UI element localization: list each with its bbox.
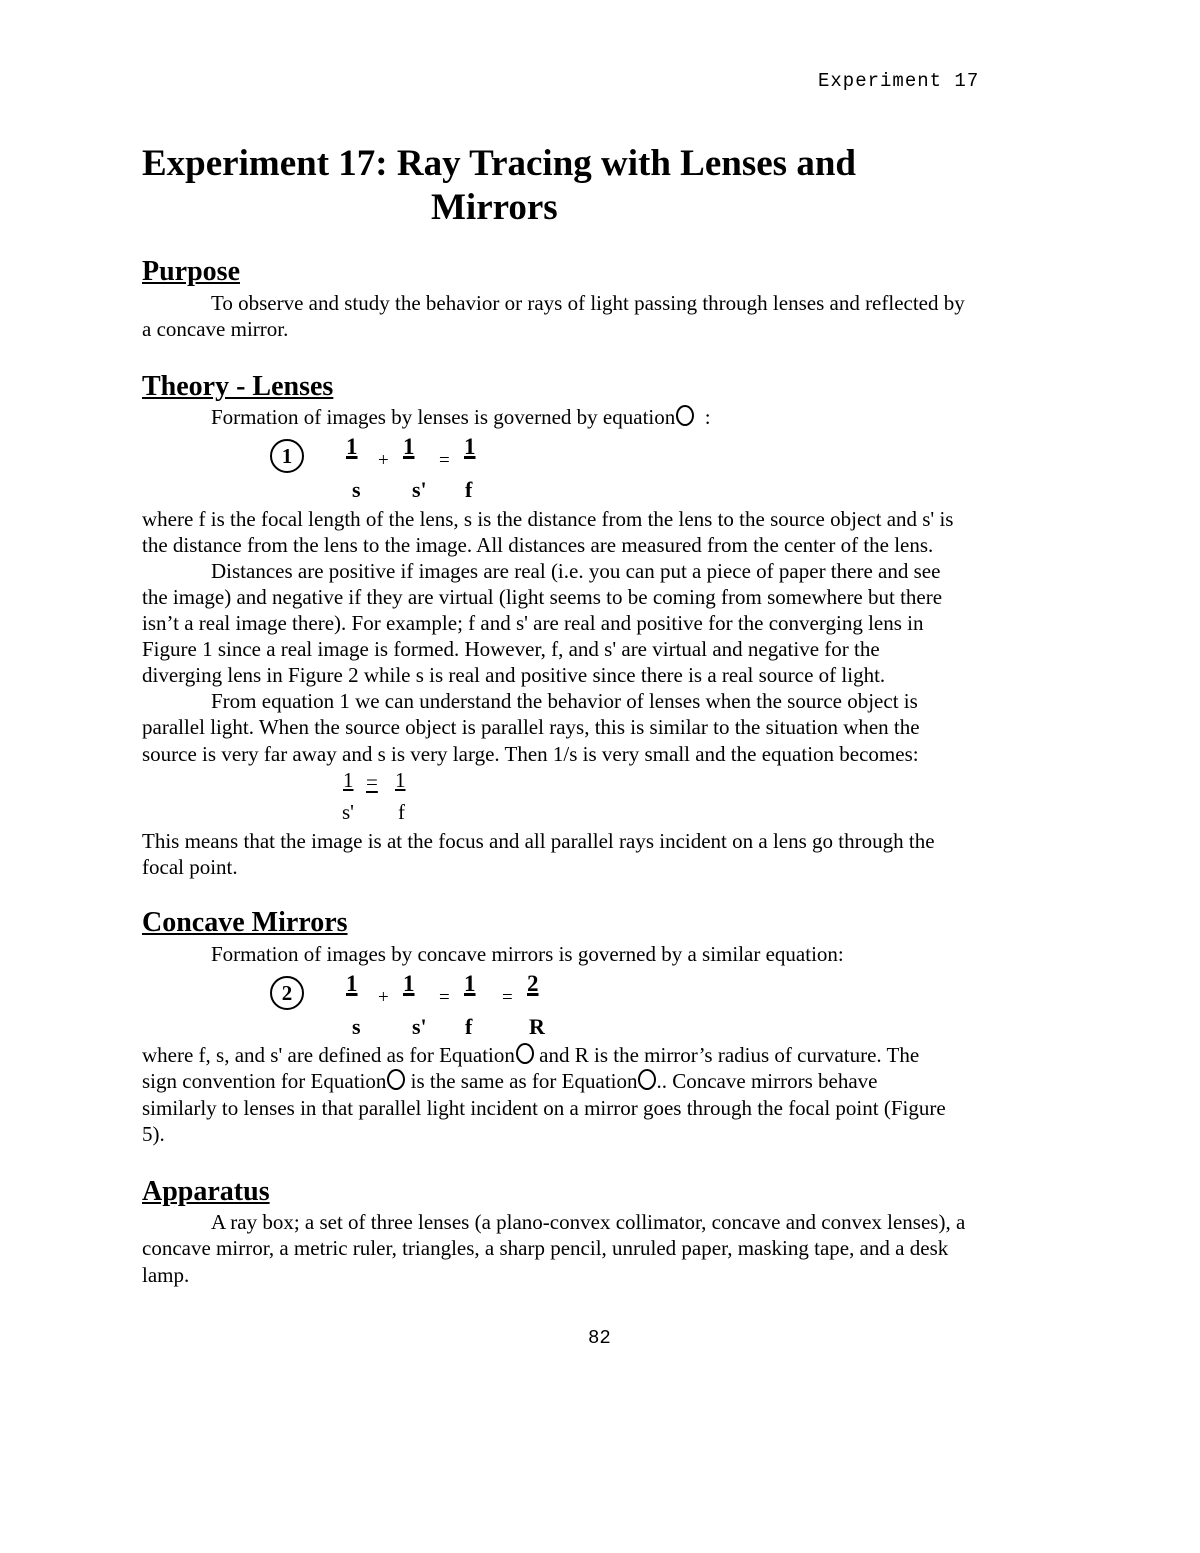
eq1-denominator-f: f [465, 477, 473, 502]
eq1-numerator-2: 1 [403, 434, 415, 459]
eq2-denominator-r: R [529, 1014, 545, 1039]
theory-intro-text: Formation of images by lenses is governed by equation [211, 405, 676, 429]
running-header: Experiment 17 [818, 70, 980, 92]
eq2-plus: + [378, 987, 389, 1008]
apparatus-line-1: A ray box; a set of three lenses (a plano-convex collimator, concave and convex lenses), a [211, 1210, 966, 1234]
eq2-numerator-4: 2 [527, 971, 539, 996]
equation-ref-glyph [387, 1069, 405, 1090]
purpose-line2: a concave mirror. [142, 317, 289, 341]
mirrors-intro: Formation of images by concave mirrors is governed by a similar equation: [211, 942, 844, 966]
mirrors-line-2-b: is the same as for Equation [405, 1069, 638, 1093]
eq-small-numerator-1: 1 [343, 768, 354, 792]
eq1-denominator-s-prime: s' [412, 477, 427, 502]
mirrors-line-3: similarly to lenses in that parallel light incident on a mirror goes through the focal point (Figure [142, 1096, 946, 1120]
equation-2-number: 2 [270, 976, 304, 1010]
eq2-numerator-1: 1 [346, 971, 358, 996]
page-title-line1: Experiment 17: Ray Tracing with Lenses and [142, 143, 856, 184]
theory-line-1: where f is the focal length of the lens, s is the distance from the lens to the source object and s' is [142, 507, 954, 531]
equation-ref-glyph [516, 1043, 534, 1064]
eq1-denominator-s: s [352, 477, 361, 502]
eq2-denominator-s-prime: s' [412, 1014, 427, 1039]
mirrors-line-4: 5). [142, 1122, 165, 1146]
theory-line-2: the distance from the lens to the image. All distances are measured from the center of the lens. [142, 533, 934, 557]
eq1-numerator-1: 1 [346, 434, 358, 459]
apparatus-line-3: lamp. [142, 1263, 190, 1287]
theory-line-10: source is very far away and s is very large. Then 1/s is very small and the equation becomes: [142, 742, 919, 766]
eq-small-denominator-f: f [398, 800, 405, 824]
eq1-numerator-3: 1 [464, 434, 476, 459]
theory-line-3: Distances are positive if images are real (i.e. you can put a piece of paper there and see [211, 559, 941, 583]
theory-after-line-1: This means that the image is at the focus and all parallel rays incident on a lens go through the [142, 829, 935, 853]
theory-heading: Theory - Lenses [142, 371, 334, 402]
mirrors-line-2-a: sign convention for Equation [142, 1069, 387, 1093]
theory-line-4: the image) and negative if they are virtual (light seems to be coming from somewhere but there [142, 585, 943, 609]
eq2-denominator-f: f [465, 1014, 473, 1039]
eq2-numerator-2: 1 [403, 971, 415, 996]
eq2-numerator-3: 1 [464, 971, 476, 996]
eq1-equals: = [439, 450, 450, 471]
page-number: 82 [588, 1327, 611, 1349]
equation-1-number: 1 [270, 439, 304, 473]
theory-line-5: isn’t a real image there). For example; f and s' are real and positive for the converging lens in [142, 611, 924, 635]
page-title-line2: Mirrors [431, 187, 558, 228]
eq-small-denominator-s-prime: s' [342, 800, 354, 824]
theory-line-9: parallel light. When the source object is parallel rays, this is similar to the situation when the [142, 715, 920, 739]
eq1-plus: + [378, 450, 389, 471]
theory-intro-tail: : [704, 405, 711, 429]
purpose-heading: Purpose [142, 256, 240, 287]
mirrors-heading: Concave Mirrors [142, 907, 348, 938]
mirrors-line-1-b: and R is the mirror’s radius of curvature. The [533, 1043, 920, 1067]
apparatus-heading: Apparatus [142, 1176, 270, 1207]
eq2-equals-2: = [502, 987, 513, 1008]
theory-line-8: From equation 1 we can understand the behavior of lenses when the source object is [211, 689, 918, 713]
mirrors-line-2 [142, 1068, 878, 1094]
mirrors-line-1 [142, 1042, 919, 1068]
mirrors-line-2-c: .. Concave mirrors behave [656, 1069, 878, 1093]
equation-ref-glyph [676, 405, 694, 426]
theory-intro [211, 404, 711, 430]
purpose-line1: To observe and study the behavior or rays of light passing through lenses and reflected by [211, 291, 965, 315]
mirrors-line-1-a: where f, s, and s' are defined as for Equation [142, 1043, 515, 1067]
theory-line-7: diverging lens in Figure 2 while s is real and positive since there is a real source of light. [142, 663, 886, 687]
eq2-denominator-s: s [352, 1014, 361, 1039]
eq-small-numerator-2: 1 [395, 768, 406, 792]
theory-after-line-2: focal point. [142, 855, 238, 879]
apparatus-line-2: concave mirror, a metric ruler, triangles, a sharp pencil, unruled paper, masking tape, and a desk [142, 1236, 949, 1260]
theory-line-6: Figure 1 since a real image is formed. However, f, and s' are virtual and negative for the [142, 637, 880, 661]
eq2-equals-1: = [439, 987, 450, 1008]
eq-small-equals: = [366, 770, 378, 794]
equation-ref-glyph [638, 1069, 656, 1090]
